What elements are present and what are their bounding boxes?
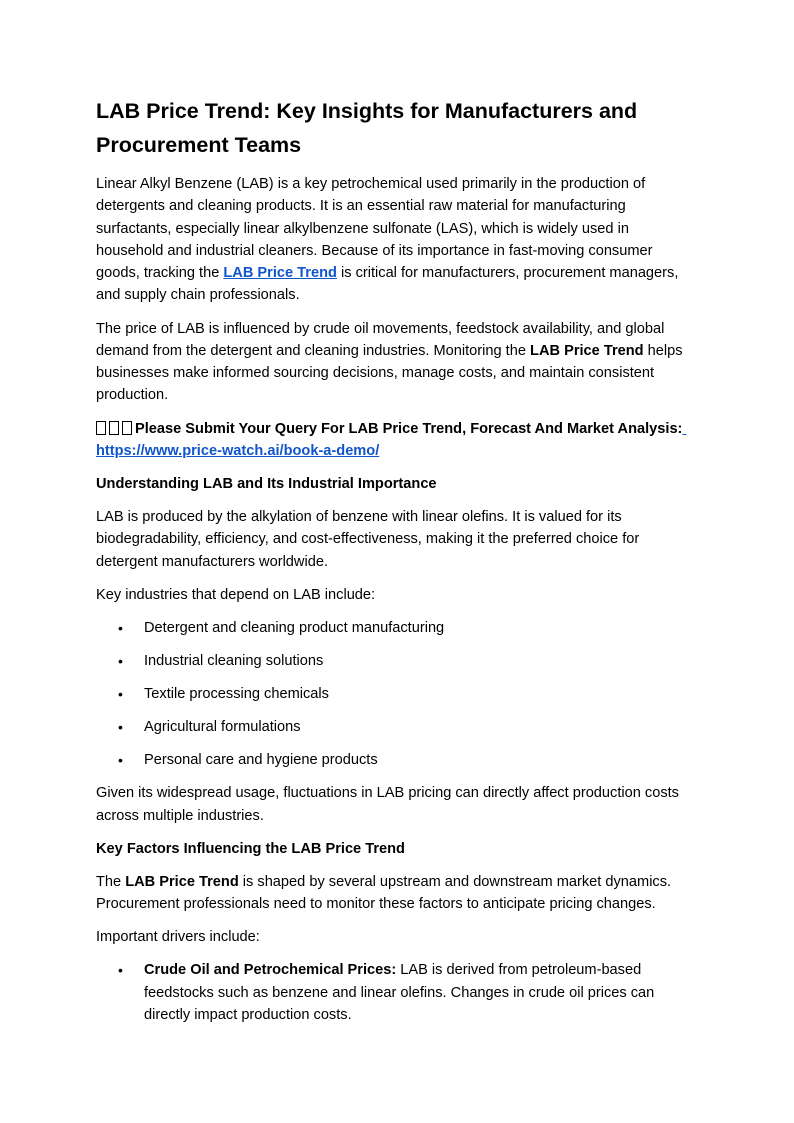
driver-label: Crude Oil and Petrochemical Prices:: [144, 962, 397, 979]
list-item: [96, 749, 700, 771]
bullet-icon: •: [118, 686, 123, 703]
list-item-text: Textile processing chemicals: [144, 686, 329, 703]
list-item: [96, 959, 700, 1026]
section2-paragraph-2: Important drivers include:: [96, 929, 260, 946]
section2-text: The: [96, 873, 126, 890]
bullet-icon: •: [118, 962, 123, 979]
intro-paragraph-2: [96, 318, 700, 407]
book-demo-link[interactable]: https://www.price-watch.ai/book-a-demo/: [96, 442, 380, 459]
emoji-placeholder-icon: [122, 421, 132, 435]
intro-paragraph-1: [96, 173, 700, 307]
list-item: [96, 716, 700, 738]
list-item-text: Personal care and hygiene products: [144, 752, 378, 769]
document-page: [96, 94, 700, 1037]
list-item: [96, 617, 700, 639]
emoji-placeholder-icon: [96, 421, 106, 435]
bullet-icon: •: [118, 619, 123, 636]
list-item-text: Agricultural formulations: [144, 719, 301, 736]
list-item-text: Industrial cleaning solutions: [144, 652, 324, 669]
section-heading-importance: Understanding LAB and Its Industrial Importance: [96, 475, 437, 492]
bullet-icon: •: [118, 652, 123, 669]
list-item: [96, 650, 700, 672]
driver-text: LAB is derived from petroleum-based feedstocks such as benzene and linear olefins. Changes in crude oil prices can directly impact production costs.: [144, 962, 655, 1023]
intro-text: helps businesses make informed sourcing decisions, manage costs, and maintain consistent production.: [96, 342, 683, 404]
section1-paragraph-2: Key industries that depend on LAB include:: [96, 586, 376, 603]
emoji-placeholder-icon: [109, 421, 119, 435]
drivers-list: [96, 959, 700, 1026]
bold-term: LAB Price Trend: [530, 342, 644, 359]
bold-term: LAB Price Trend: [125, 873, 239, 890]
list-item: [96, 683, 700, 705]
lab-price-trend-link[interactable]: LAB Price Trend: [223, 265, 337, 282]
section-heading-factors: Key Factors Influencing the LAB Price Trend: [96, 840, 405, 857]
list-item-text: Detergent and cleaning product manufacturing: [144, 619, 445, 636]
cta-paragraph: [96, 418, 700, 463]
intro-text: is critical for manufacturers, procurement managers, and supply chain professionals.: [96, 265, 679, 304]
industries-list: [96, 617, 700, 772]
section2-paragraph-1: [96, 871, 700, 916]
intro-text: The price of LAB is influenced by crude oil movements, feedstock availability, and global demand from the detergent and cleaning industries. Monitoring the: [96, 320, 665, 359]
bullet-icon: •: [118, 719, 123, 736]
cta-text: Please Submit Your Query For LAB Price Trend, Forecast And Market Analysis:: [135, 420, 683, 437]
cta-space-link[interactable]: [682, 421, 686, 437]
section1-paragraph-1: LAB is produced by the alkylation of benzene with linear olefins. It is valued for its biodegradability, efficiency, and cost-effectiveness, making it the preferred choice for detergent manufacturers worldwide.: [96, 509, 640, 570]
intro-text: Linear Alkyl Benzene (LAB) is a key petrochemical used primarily in the production of detergents and cleaning products. It is an essential raw material for manufacturing surfactants, especially linear alkylbenzene sulfonate (LAS), which is widely used in household and industrial cleaners. Because of its importance in fast-moving consumer goods, tracking the: [96, 176, 653, 282]
bullet-icon: •: [118, 752, 123, 769]
section1-paragraph-3: Given its widespread usage, fluctuations in LAB pricing can directly affect production costs across multiple industries.: [96, 785, 679, 824]
page-title: LAB Price Trend: Key Insights for Manufacturers and Procurement Teams: [96, 99, 638, 157]
section2-text: is shaped by several upstream and downstream market dynamics. Procurement professionals need to monitor these factors to anticipate pricing changes.: [96, 873, 672, 913]
